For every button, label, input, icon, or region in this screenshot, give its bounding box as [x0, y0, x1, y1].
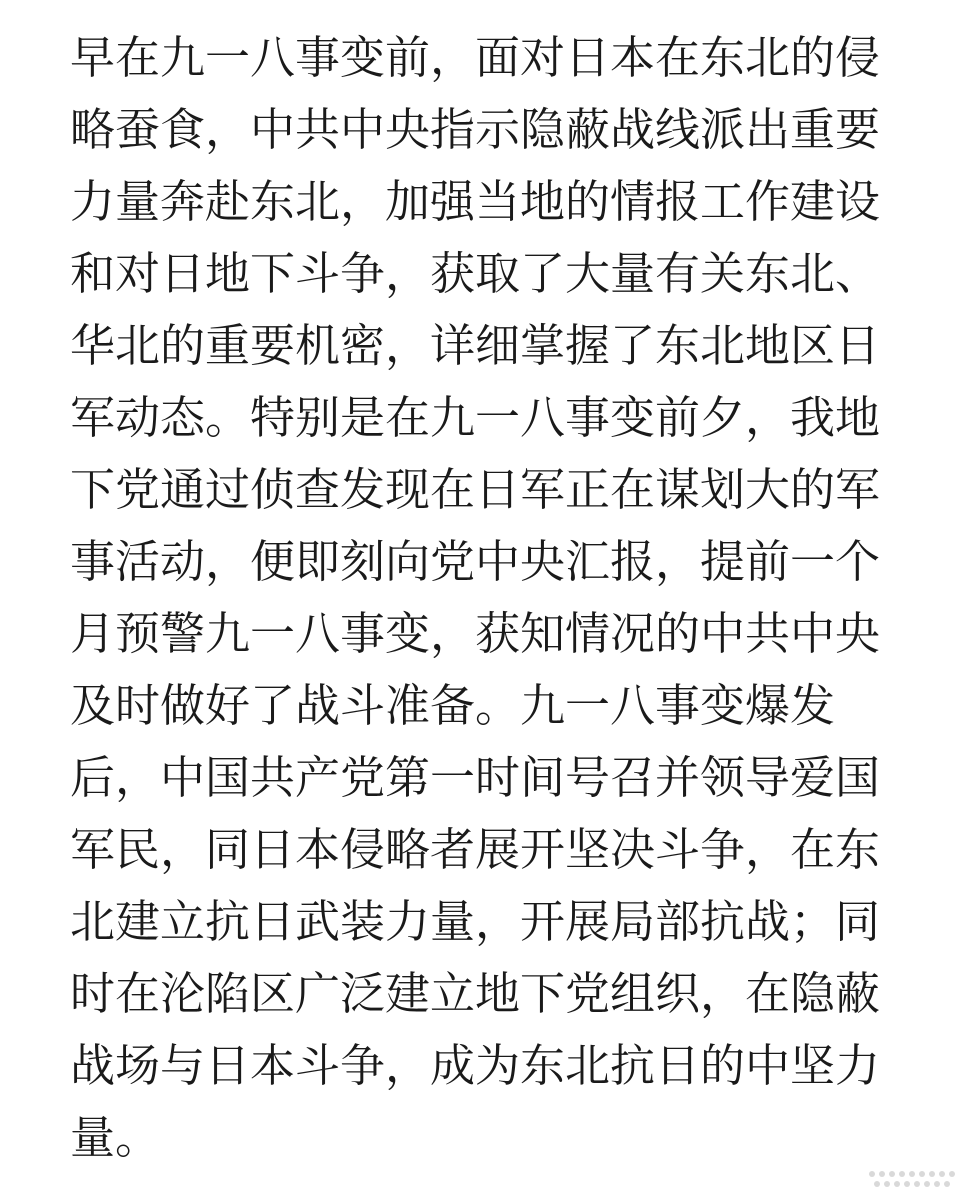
- article-line-13: 北建立抗日武装力量，开展局部抗战；同: [70, 895, 881, 948]
- article-line-5: 华北的重要机密，详细掌握了东北地区日: [70, 319, 881, 372]
- article-line-16: 量。: [70, 1111, 161, 1164]
- article-line-1: 早在九一八事变前，面对日本在东北的侵: [70, 31, 881, 84]
- article-line-9: 月预警九一八事变，获知情况的中共中央: [70, 607, 881, 660]
- dots-watermark-icon: [866, 1166, 962, 1194]
- article-line-8: 事活动，便即刻向党中央汇报，提前一个: [70, 535, 881, 588]
- article-body: [70, 22, 910, 1174]
- article-line-15: 战场与日本斗争，成为东北抗日的中坚力: [70, 1039, 881, 1092]
- article-line-4: 和对日地下斗争，获取了大量有关东北、: [70, 247, 881, 300]
- article-line-14: 时在沦陷区广泛建立地下党组织，在隐蔽: [70, 967, 881, 1020]
- article-line-11: 后，中国共产党第一时间号召并领导爱国: [70, 751, 881, 804]
- article-line-3: 力量奔赴东北，加强当地的情报工作建设: [70, 175, 881, 228]
- article-line-12: 军民，同日本侵略者展开坚决斗争，在东: [70, 823, 881, 876]
- article-line-7: 下党通过侦查发现在日军正在谋划大的军: [70, 463, 881, 516]
- article-line-2: 略蚕食，中共中央指示隐蔽战线派出重要: [70, 103, 881, 156]
- article-line-10: 及时做好了战斗准备。九一八事变爆发: [70, 679, 836, 732]
- article-line-6: 军动态。特别是在九一八事变前夕，我地: [70, 391, 881, 444]
